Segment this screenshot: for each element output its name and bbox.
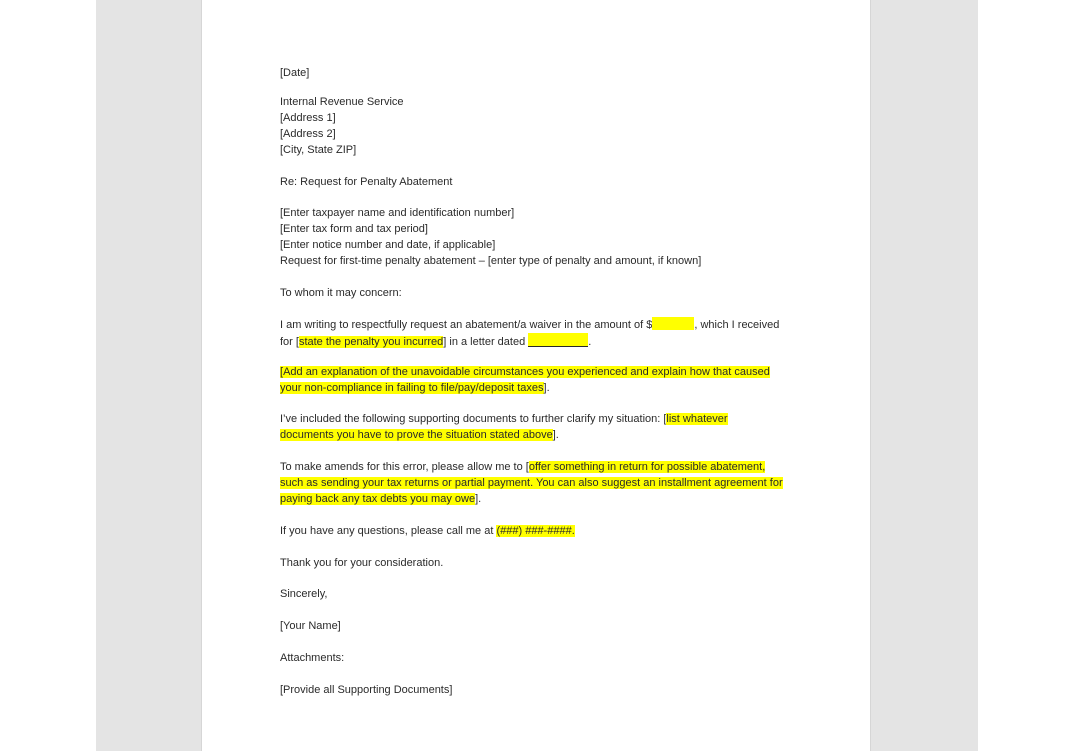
recipient-name: Internal Revenue Service: [280, 96, 404, 108]
documents-placeholder-2: documents you have to prove the situation stated above: [280, 429, 553, 441]
detail-line-2: [Enter tax form and tax period]: [280, 223, 428, 235]
subject-line: Re: Request for Penalty Abatement: [280, 176, 453, 188]
p4-text-e: ].: [475, 493, 482, 505]
paragraph-4-line-1: [280, 460, 765, 476]
attachments-label: Attachments:: [280, 652, 345, 664]
paragraph-2-line-2: [280, 381, 550, 397]
phone-placeholder: (###) ###-####.: [496, 525, 575, 537]
paragraph-2-line-1: [280, 365, 770, 381]
p5-text-a: If you have any questions, please call me at: [280, 525, 497, 537]
penalty-placeholder: state the penalty you incurred: [298, 336, 444, 348]
p1-text-f: .: [588, 336, 592, 348]
p4-text-a: To make amends for this error, please allow me to [: [280, 461, 529, 473]
p2-bracket: [: [280, 366, 284, 378]
attachments-list: [Provide all Supporting Documents]: [280, 684, 453, 696]
amends-placeholder-2: such as sending your tax returns or partial payment. You can also suggest an installment agreement for: [280, 477, 783, 489]
thanks-line: Thank you for your consideration.: [280, 557, 444, 569]
paragraph-3-line-2: [280, 428, 559, 444]
closing-line: Sincerely,: [280, 588, 328, 600]
recipient-address-1: [Address 1]: [280, 112, 336, 124]
amends-placeholder-3: paying back any tax debts you may owe: [280, 493, 476, 505]
paragraph-5: [280, 524, 575, 540]
p1-text-a: I am writing to respectfully request an abatement/a waiver in the amount of $: [280, 319, 653, 331]
p2-text-d: ].: [543, 382, 550, 394]
p1-text-b: , which I received: [694, 319, 780, 331]
p3-text-a: I’ve included the following supporting documents to further clarify my situation: [: [280, 413, 667, 425]
documents-placeholder-1: list whatever: [666, 413, 728, 425]
detail-line-1: [Enter taxpayer name and identification number]: [280, 207, 515, 219]
p3-text-d: ].: [552, 429, 559, 441]
recipient-address-2: [Address 2]: [280, 128, 336, 140]
explanation-placeholder-1: Add an explanation of the unavoidable circumstances you experienced and explain how that caused: [283, 366, 770, 378]
letter-date-blank: [528, 333, 588, 347]
salutation: To whom it may concern:: [280, 287, 402, 299]
paragraph-1-line-1: [280, 317, 779, 334]
amount-blank: [652, 317, 694, 330]
p1-text-e: ] in a letter dated: [443, 336, 529, 348]
signature-name: [Your Name]: [280, 620, 341, 632]
amends-placeholder-1: offer something in return for possible abatement,: [528, 461, 766, 473]
paragraph-4-line-2: [280, 476, 783, 492]
p1-text-c: for [: [280, 336, 299, 348]
paragraph-4-line-3: [280, 492, 481, 508]
recipient-city: [City, State ZIP]: [280, 144, 357, 156]
detail-line-4: Request for first-time penalty abatement – [enter type of penalty and amount, if known]: [280, 255, 702, 267]
explanation-placeholder-2: your non-compliance in failing to file/pay/deposit taxes: [280, 382, 544, 394]
date-line: [Date]: [280, 67, 310, 79]
paragraph-3-line-1: [280, 412, 728, 428]
paragraph-1-line-2: [280, 333, 591, 351]
detail-line-3: [Enter notice number and date, if applicable]: [280, 239, 496, 251]
